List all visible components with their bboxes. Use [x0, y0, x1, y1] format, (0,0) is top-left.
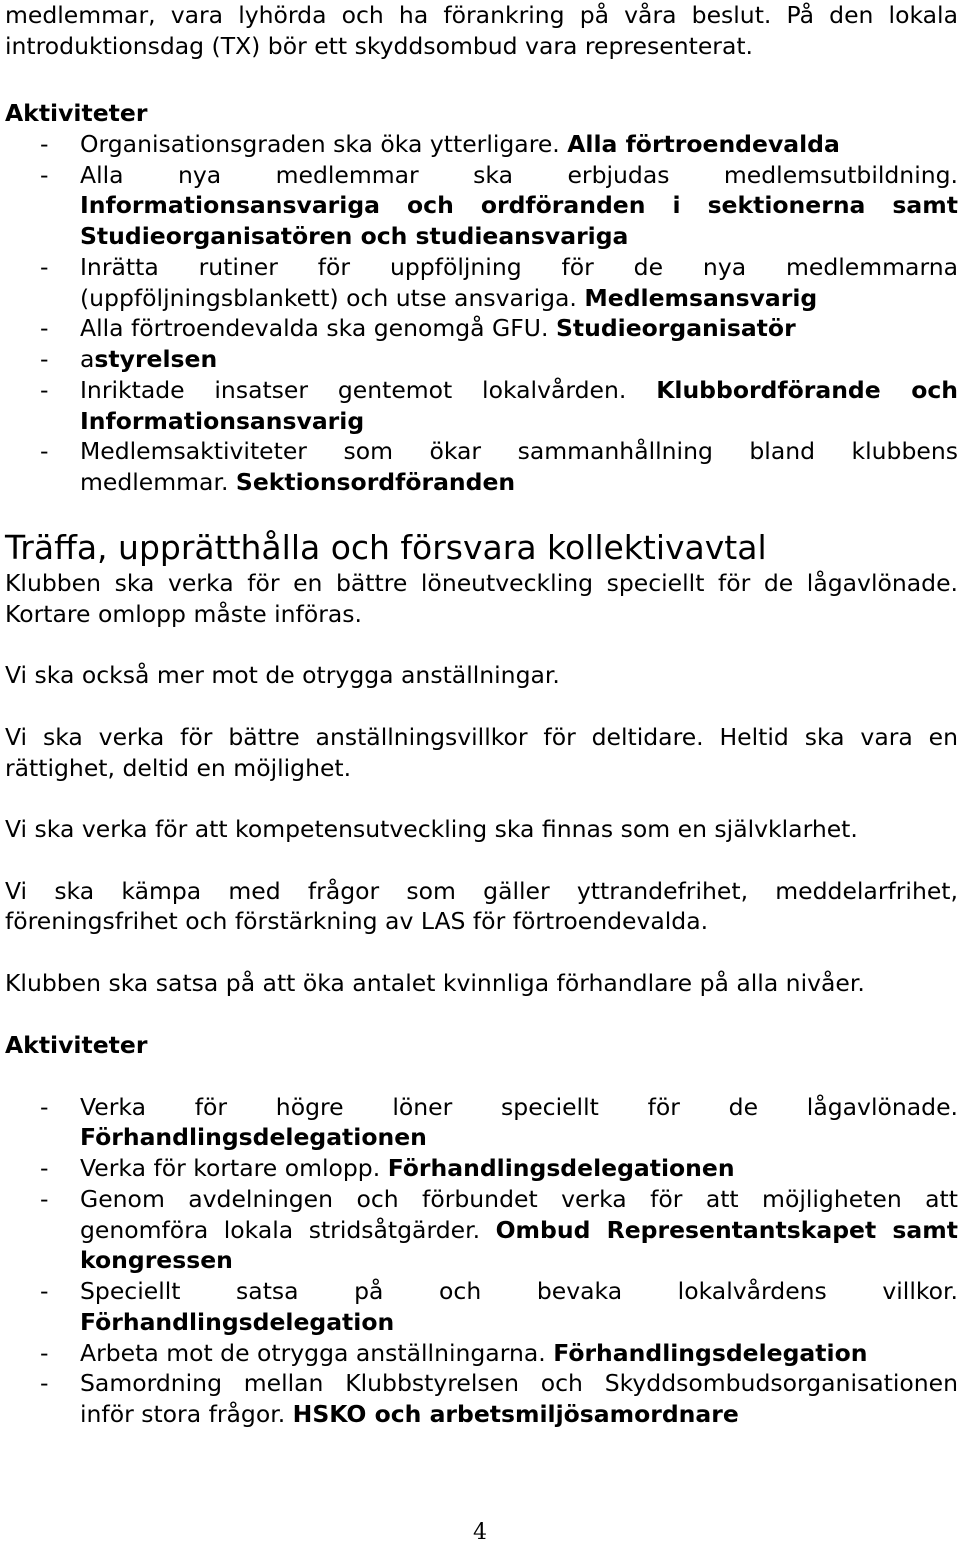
- list-item: [5, 1092, 958, 1154]
- list-dash: -: [40, 314, 49, 343]
- activities-section-2: [5, 1030, 958, 1430]
- item-responsible: Medlemsansvarig: [584, 283, 818, 312]
- paragraph: Klubben ska satsa på att öka antalet kvinnliga förhandlare på alla nivåer.: [5, 968, 865, 997]
- item-responsible: HSKO och arbetsmiljösamordnare: [292, 1400, 739, 1428]
- item-text: Alla förtroendevalda ska genomgå GFU.: [80, 314, 549, 343]
- item-responsible: Sektionsordföranden: [235, 468, 516, 496]
- list-item: [5, 436, 958, 498]
- list-item: [5, 375, 958, 437]
- item-responsible: Förhandlingsdelegationen: [80, 1123, 427, 1152]
- activities-section-1: [5, 98, 958, 498]
- intro-line-1: medlemmar, vara lyhörda och ha förankring på våra beslut. På den lokala: [5, 1, 958, 29]
- intro-paragraph: [5, 0, 958, 62]
- list-dash: -: [40, 1338, 49, 1367]
- item-text: Alla nya medlemmar ska erbjudas medlemsutbildning.: [80, 160, 958, 189]
- item-responsible: Klubbordförande och Informationsansvarig: [80, 375, 958, 435]
- item-responsible: Förhandlingsdelegationen: [387, 1154, 735, 1182]
- list-dash: -: [40, 1154, 49, 1182]
- item-text: Inrätta rutiner för uppföljning för de nya medlemmarna (uppföljningsblankett) och utse ansvariga.: [80, 252, 958, 312]
- list-item: [5, 1338, 958, 1369]
- section-title: Träffa, upprätthålla och försvara kollektivavtal: [5, 528, 767, 567]
- item-text: Arbeta mot de otrygga anställningarna.: [80, 1338, 546, 1367]
- page-number: 4: [473, 1520, 487, 1545]
- item-responsible: Studieorganisatör: [555, 314, 796, 343]
- item-responsible: Förhandlingsdelegation: [80, 1307, 395, 1336]
- list-item: [5, 1368, 958, 1430]
- list-item: [5, 1276, 958, 1338]
- list-dash: -: [40, 375, 49, 404]
- item-text: a: [80, 345, 95, 373]
- paragraph: Klubben ska verka för en bättre löneutveckling speciellt för de lågavlönade. Kortare omlopp måste införas.: [5, 569, 958, 628]
- item-text: Speciellt satsa på och bevaka lokalvårdens villkor.: [80, 1277, 958, 1305]
- list-item: [5, 160, 958, 252]
- paragraph: Vi ska också mer mot de otrygga anställningar.: [5, 661, 560, 690]
- list-item: [5, 1184, 958, 1276]
- list-item: [5, 129, 958, 160]
- item-text: Organisationsgraden ska öka ytterligare.: [80, 129, 560, 158]
- list-dash: -: [40, 160, 49, 189]
- item-responsible: styrelsen: [94, 345, 218, 373]
- paragraph: Vi ska verka för att kompetensutveckling ska finnas som en självklarhet.: [5, 815, 858, 843]
- activities-heading: Aktiviteter: [5, 99, 148, 127]
- list-dash: -: [40, 1184, 49, 1213]
- item-text: Genom avdelningen och förbundet verka för att möjligheten att genomföra lokala stridsåtgärder.: [80, 1184, 958, 1244]
- list-dash: -: [40, 437, 49, 466]
- item-responsible: Alla förtroendevalda: [567, 129, 840, 158]
- list-dash: -: [40, 1277, 49, 1305]
- list-item: [5, 252, 958, 314]
- intro-line-2: introduktionsdag (TX) bör ett skyddsombud vara representerat.: [5, 31, 754, 60]
- list-item: [5, 1153, 958, 1184]
- item-responsible: Ombud Representantskapet samt kongressen: [80, 1215, 958, 1275]
- list-item: [5, 313, 958, 344]
- list-dash: -: [40, 1092, 49, 1121]
- paragraph: Vi ska kämpa med frågor som gäller yttrandefrihet, meddelarfrihet, föreningsfrihet och förstärkning av LAS för förtroendevalda.: [5, 876, 958, 936]
- item-text: Verka för högre löner speciellt för de lågavlönade.: [80, 1092, 958, 1121]
- collective-agreement-section: [5, 528, 958, 999]
- item-responsible: Informationsansvariga och ordföranden i sektionerna samt Studieorganisatören och studieansvariga: [80, 191, 958, 250]
- list-item: [5, 344, 958, 375]
- activities-heading: Aktiviteter: [5, 1031, 148, 1059]
- list-dash: -: [40, 252, 49, 281]
- paragraph: Vi ska verka för bättre anställningsvillkor för deltidare. Heltid ska vara en rättighet, deltid en möjlighet.: [5, 722, 958, 782]
- list-dash: -: [40, 1369, 49, 1398]
- item-text: Verka för kortare omlopp.: [80, 1154, 381, 1182]
- item-responsible: Förhandlingsdelegation: [553, 1338, 868, 1367]
- item-text: Medlemsaktiviteter som ökar sammanhållning bland klubbens medlemmar.: [80, 437, 958, 496]
- item-text: Samordning mellan Klubbstyrelsen och Skyddsombudsorganisationen inför stora frågor.: [80, 1369, 958, 1428]
- list-dash: -: [40, 129, 49, 158]
- item-text: Inriktade insatser gentemot lokalvården.: [80, 375, 627, 404]
- list-dash: -: [40, 345, 49, 373]
